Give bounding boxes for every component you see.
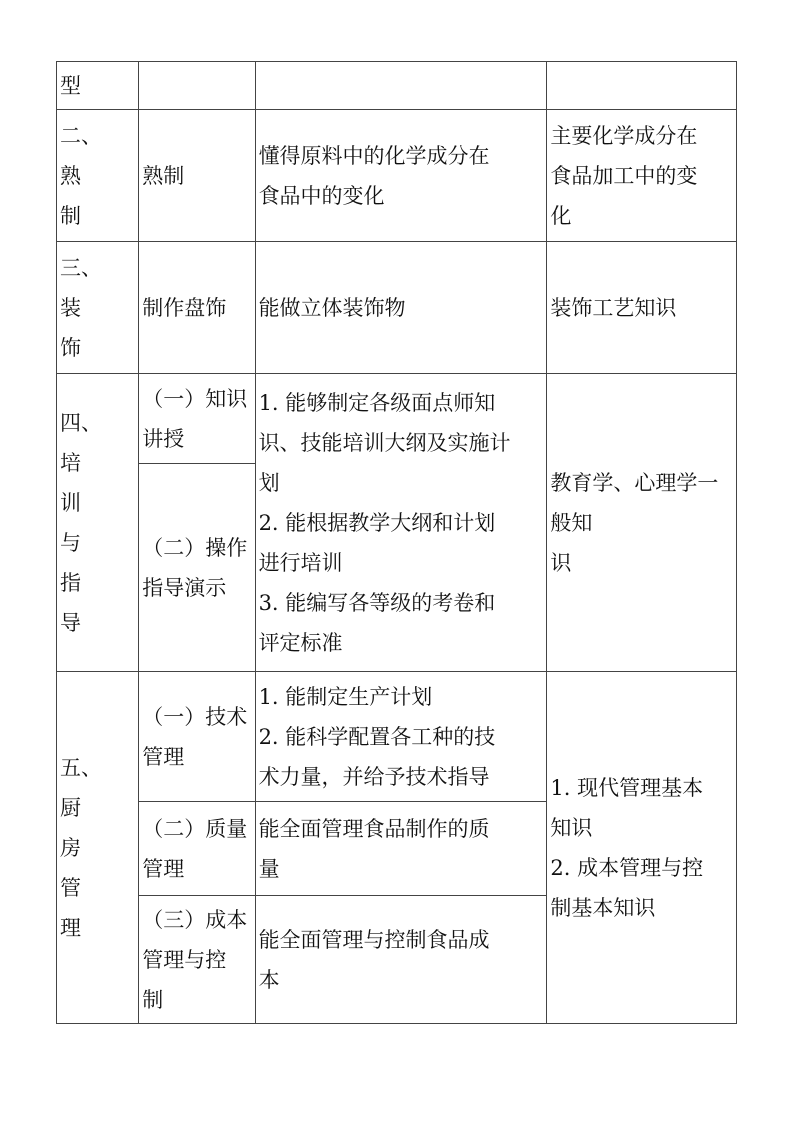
item-cell: （三）成本 管理与控 制: [139, 896, 255, 1024]
knowledge-cell: 主要化学成分在 食品加工中的变 化: [547, 110, 737, 242]
item-cell: （二）操作 指导演示: [139, 464, 255, 672]
category-cell: 四、 培 训 与 指 导: [57, 374, 139, 672]
skill-cell: 能全面管理与控制食品成 本: [255, 896, 547, 1024]
item-cell: （一）技术 管理: [139, 672, 255, 802]
skill-cell: 1. 能制定生产计划 2. 能科学配置各工种的技 术力量，并给予技术指导: [255, 672, 547, 802]
item-cell: 熟制: [139, 110, 255, 242]
item-cell: 制作盘饰: [139, 242, 255, 374]
skill-cell: [255, 62, 547, 110]
category-cell: 五、 厨 房 管 理: [57, 672, 139, 1024]
skill-cell: 能做立体装饰物: [255, 242, 547, 374]
skill-cell: 能全面管理食品制作的质 量: [255, 802, 547, 896]
category-cell: 型: [57, 62, 139, 110]
table-row: [57, 672, 737, 802]
knowledge-cell: [547, 62, 737, 110]
table-row: [57, 242, 737, 374]
skill-cell: 懂得原料中的化学成分在 食品中的变化: [255, 110, 547, 242]
knowledge-cell: 装饰工艺知识: [547, 242, 737, 374]
category-cell: 三、 装 饰: [57, 242, 139, 374]
skill-requirements-table: [56, 61, 737, 1024]
category-cell: 二、 熟 制: [57, 110, 139, 242]
table-row: [57, 374, 737, 464]
knowledge-cell: 1. 现代管理基本 知识 2. 成本管理与控 制基本知识: [547, 672, 737, 1024]
table-row: [57, 110, 737, 242]
item-cell: （二）质量 管理: [139, 802, 255, 896]
item-cell: [139, 62, 255, 110]
knowledge-cell: 教育学、心理学一 般知 识: [547, 374, 737, 672]
skill-cell: 1. 能够制定各级面点师知 识、技能培训大纲及实施计 划 2. 能根据教学大纲和计划 进行培训 3. 能编写各等级的考卷和 评定标准: [255, 374, 547, 672]
item-cell: （一）知识 讲授: [139, 374, 255, 464]
table-row: [57, 62, 737, 110]
